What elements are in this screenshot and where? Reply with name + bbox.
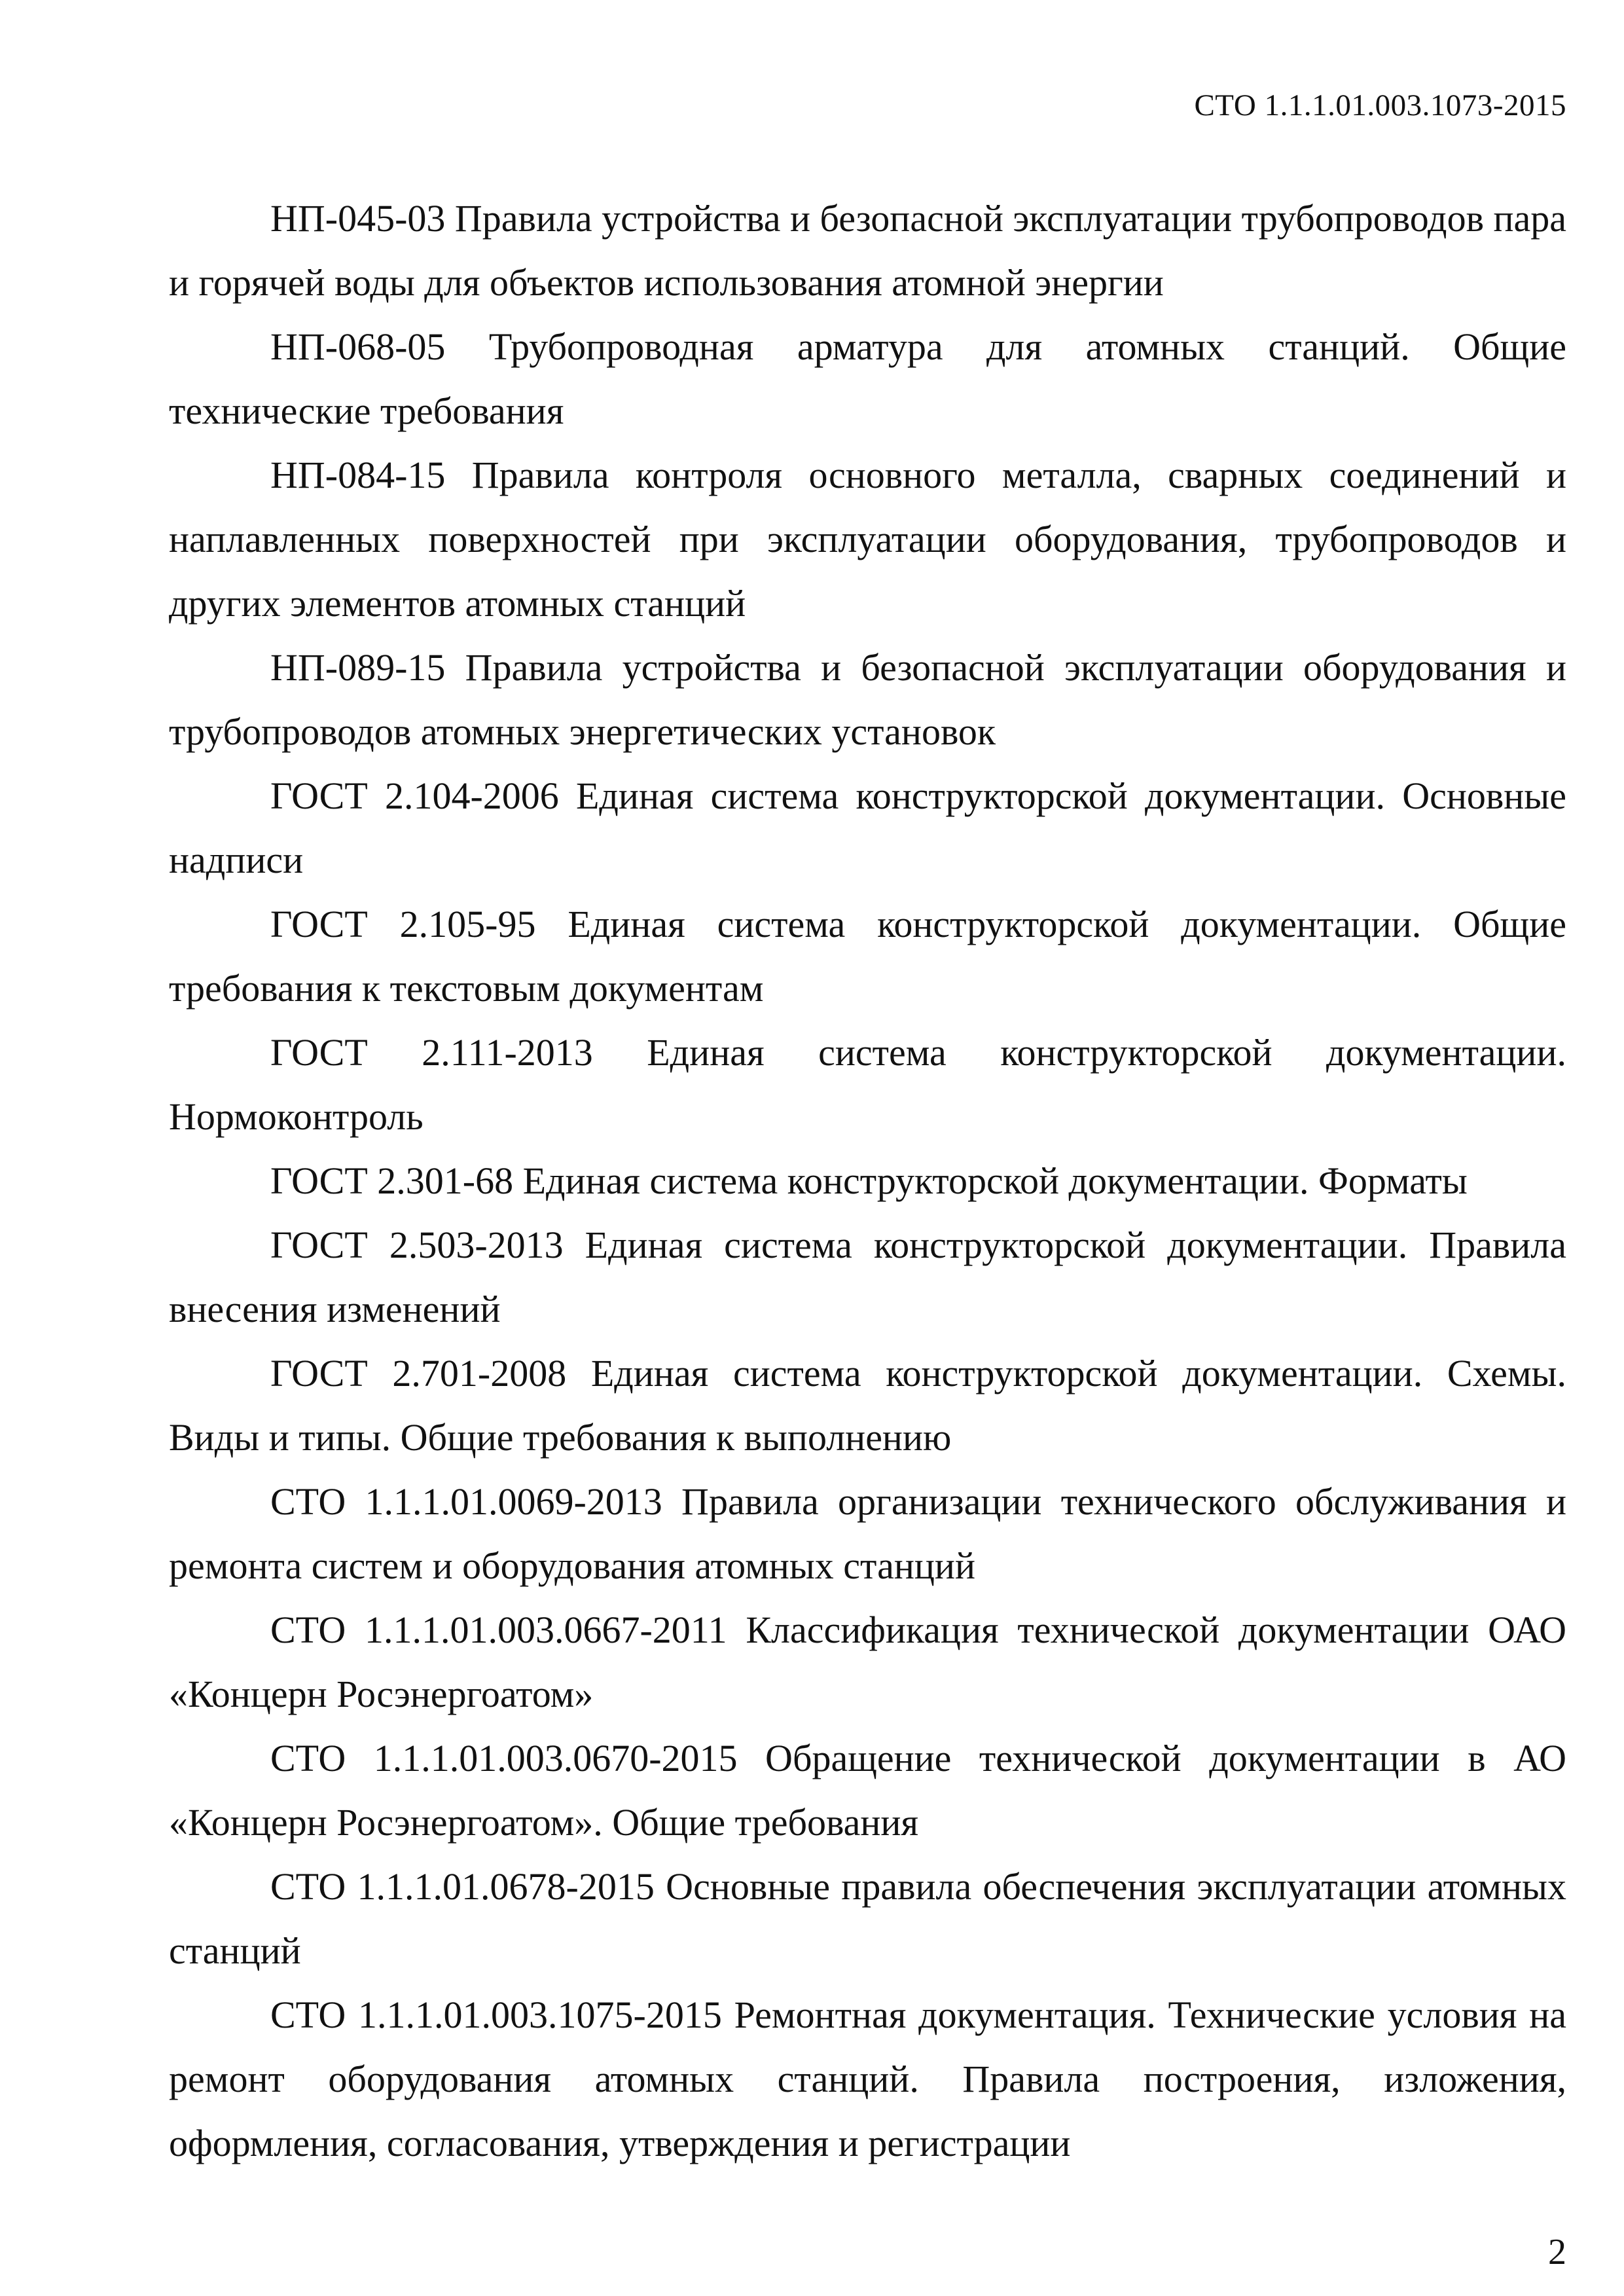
reference-item: ГОСТ 2.104-2006 Единая система конструкторской документации. Основные надписи [169,774,1566,881]
normative-references-list [169,187,1566,2176]
reference-item: ГОСТ 2.105-95 Единая система конструкторской документации. Общие требования к текстовым документам [169,903,1566,1010]
reference-item: НП-084-15 Правила контроля основного металла, сварных соединений и наплавленных поверхностей при эксплуатации оборудования, трубопроводов и других элементов атомных станций [169,454,1566,625]
reference-item: ГОСТ 2.301-68 Единая система конструкторской документации. Форматы [270,1159,1468,1202]
reference-item: НП-068-05 Трубопроводная арматура для атомных станций. Общие технические требования [169,325,1566,432]
reference-item: ГОСТ 2.503-2013 Единая система конструкторской документации. Правила внесения изменений [169,1224,1566,1330]
reference-item: СТО 1.1.1.01.003.1075-2015 Ремонтная документация. Технические условия на ремонт оборудования атомных станций. Правила построения, изложения, оформления, согласования, утверждения и регистрации [169,1994,1566,2164]
reference-item: ГОСТ 2.111-2013 Единая система конструкторской документации. Нормоконтроль [169,1031,1566,1138]
reference-item: СТО 1.1.1.01.0069-2013 Правила организации технического обслуживания и ремонта систем и оборудования атомных станций [169,1480,1566,1587]
reference-item: СТО 1.1.1.01.003.0667-2011 Классификация технической документации ОАО «Концерн Росэнергоатом» [169,1609,1566,1715]
reference-item: СТО 1.1.1.01.003.0670-2015 Обращение технической документации в АО «Концерн Росэнергоатом». Общие требования [169,1737,1566,1844]
document-code-header: СТО 1.1.1.01.003.1073-2015 [1194,88,1566,122]
page-number: 2 [1548,2232,1566,2272]
reference-item: НП-089-15 Правила устройства и безопасной эксплуатации оборудования и трубопроводов атомных энергетических установок [169,646,1566,753]
reference-item: СТО 1.1.1.01.0678-2015 Основные правила обеспечения эксплуатации атомных станций [169,1865,1566,1972]
reference-item: НП-045-03 Правила устройства и безопасной эксплуатации трубопроводов пара и горячей воды для объектов использования атомной энергии [169,197,1566,304]
reference-item: ГОСТ 2.701-2008 Единая система конструкторской документации. Схемы. Виды и типы. Общие требования к выполнению [169,1352,1566,1459]
